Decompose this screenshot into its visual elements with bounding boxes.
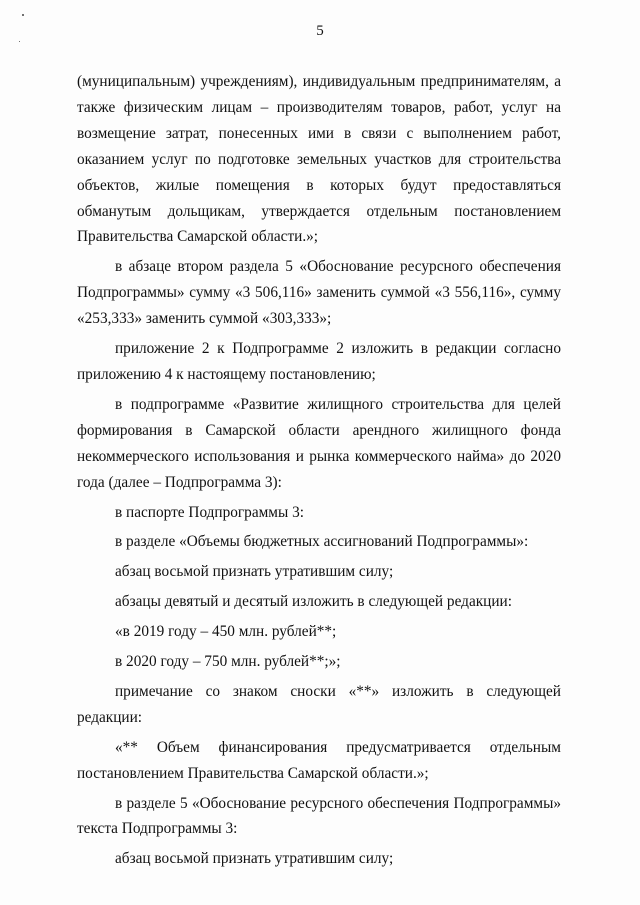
paragraph: абзацы девятый и десятый изложить в следующей редакции: — [115, 593, 512, 611]
scan-speck — [22, 14, 24, 16]
footnote-word: Объем — [156, 738, 200, 756]
footnote-word: «** — [115, 738, 138, 756]
scan-speck — [19, 41, 20, 42]
paragraph: в паспорте Подпрограммы 3: — [115, 503, 304, 521]
paragraph: абзац восьмой признать утратившим силу; — [115, 563, 394, 581]
footnote-first-line — [77, 735, 561, 761]
document-body — [77, 69, 561, 872]
paragraph: в 2020 году – 750 млн. рублей**;»; — [115, 653, 341, 671]
paragraph: (муниципальным) учреждениям), индивидуальным предпринимателям, а также физическим лицам – производителям товаров, работ, услуг на возмещение затрат, понесенных ими в связи с выполнением работ, оказанием услуг по подготовке земельных участков для строительства объектов, жилые помещения в которых будут предоставляться обманутым дольщикам, утверждается отдельным постановлением Правительства Самарской области.»; — [77, 73, 561, 246]
page-number: 5 — [316, 23, 324, 39]
paragraph: примечание со знаком сноски «**» изложить в следующей редакции: — [77, 682, 561, 726]
footnote-word: отдельным — [489, 738, 561, 756]
paragraph: в разделе «Объемы бюджетных ассигнований Подпрограммы»: — [115, 533, 529, 551]
footnote-word: финансирования — [218, 738, 328, 756]
paragraph: в разделе 5 «Обоснование ресурсного обеспечения Подпрограммы» текста Подпрограммы 3: — [77, 794, 561, 838]
paragraph: постановлением Правительства Самарской области.»; — [77, 764, 429, 782]
paragraph: приложение 2 к Подпрограмме 2 изложить в редакции согласно приложению 4 к настоящему постановлению; — [77, 340, 561, 383]
paragraph: в подпрограмме «Развитие жилищного строительства для целей формирования в Самарской области арендного жилищного фонда некоммерческого использования и рынка коммерческого найма» до 2020 года (далее – Подпрограмма 3): — [77, 395, 561, 491]
paragraph: «в 2019 году – 450 млн. рублей**; — [115, 623, 337, 641]
paragraph: абзац восьмой признать утратившим силу; — [115, 850, 394, 868]
paragraph: в абзаце втором раздела 5 «Обоснование ресурсного обеспечения Подпрограммы» сумму «3 506,116» заменить суммой «3 556,116», сумму «253,333» заменить суммой «303,333»; — [77, 258, 561, 328]
footnote-word: предусматривается — [346, 738, 471, 756]
